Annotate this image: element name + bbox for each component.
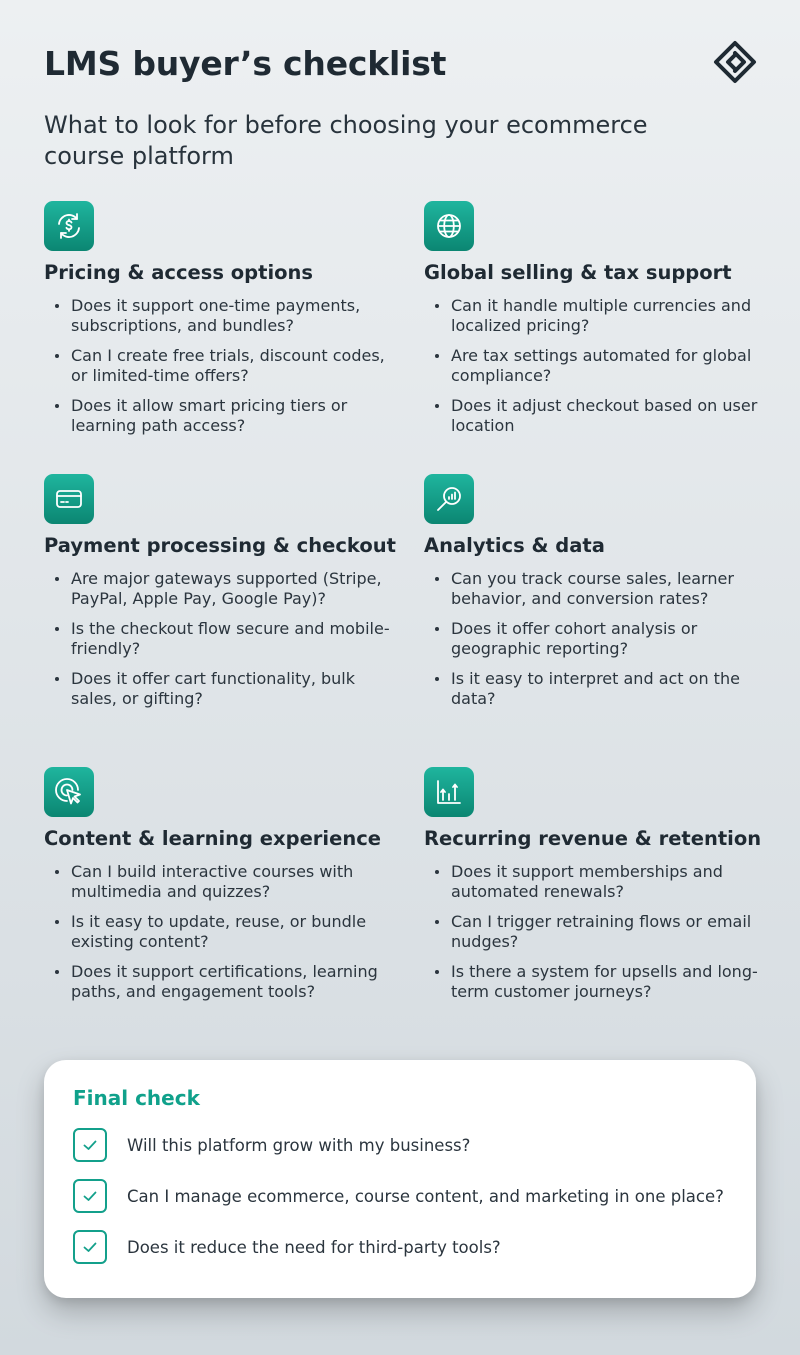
final-check-item [73,1230,501,1264]
section-icon-box [424,474,474,524]
checkmark-icon [80,1186,100,1206]
checkbox[interactable] [73,1230,107,1264]
final-check-title: Final check [73,1086,200,1110]
final-check-label: Will this platform grow with my business? [127,1135,471,1155]
globe-icon [433,210,465,242]
section-title: Global selling & tax support [424,261,732,284]
section-pricing-access [44,201,394,446]
brand-logo-icon [713,40,757,84]
page-subtitle: What to look for before choosing your ecommerce course platform [44,111,648,170]
page-title: LMS buyer’s checklist [44,44,447,83]
section-icon-box [424,201,474,251]
list-item: Are tax settings automated for global compliance? [424,346,774,386]
section-title: Payment processing & checkout [44,534,396,557]
bullet-list [44,296,394,436]
section-title: Content & learning experience [44,827,381,850]
bullet-list [44,862,394,1002]
list-item: Can I build interactive courses with multimedia and quizzes? [44,862,394,902]
bullet-list [424,862,774,1002]
section-icon-box [44,201,94,251]
list-item: Is there a system for upsells and long-term customer journeys? [424,962,774,1002]
bullet-list [44,569,394,709]
final-check-item [73,1179,724,1213]
list-item: Does it support certifications, learning paths, and engagement tools? [44,962,394,1002]
list-item: Is the checkout flow secure and mobile-friendly? [44,619,394,659]
final-check-label: Can I manage ecommerce, course content, and marketing in one place? [127,1186,724,1206]
target-cursor-icon [53,776,85,808]
section-content-learning [44,767,394,1012]
list-item: Is it easy to update, reuse, or bundle existing content? [44,912,394,952]
magnifier-chart-icon [433,483,465,515]
credit-card-icon [53,483,85,515]
dollar-cycle-icon [53,210,85,242]
section-title: Pricing & access options [44,261,314,284]
list-item: Can you track course sales, learner behavior, and conversion rates? [424,569,774,609]
section-icon-box [44,474,94,524]
section-payment-processing [44,474,394,719]
list-item: Can I create free trials, discount codes, or limited-time offers? [44,346,394,386]
list-item: Does it adjust checkout based on user location [424,396,774,436]
list-item: Are major gateways supported (Stripe, PayPal, Apple Pay, Google Pay)? [44,569,394,609]
list-item: Is it easy to interpret and act on the data? [424,669,774,709]
section-title: Recurring revenue & retention [424,827,762,850]
list-item: Does it offer cohort analysis or geographic reporting? [424,619,774,659]
list-item: Does it allow smart pricing tiers or learning path access? [44,396,394,436]
section-icon-box [424,767,474,817]
section-icon-box [44,767,94,817]
final-check-item [73,1128,470,1162]
checkbox[interactable] [73,1179,107,1213]
list-item: Does it support one-time payments, subscriptions, and bundles? [44,296,394,336]
checkbox[interactable] [73,1128,107,1162]
list-item: Does it offer cart functionality, bulk sales, or gifting? [44,669,394,709]
section-recurring-revenue [424,767,774,1012]
section-analytics-data [424,474,774,719]
checkmark-icon [80,1237,100,1257]
growth-chart-icon [433,776,465,808]
checkmark-icon [80,1135,100,1155]
final-check-card [44,1060,756,1298]
bullet-list [424,296,774,436]
bullet-list [424,569,774,709]
section-title: Analytics & data [424,534,605,557]
list-item: Can it handle multiple currencies and localized pricing? [424,296,774,336]
final-check-label: Does it reduce the need for third-party tools? [127,1237,501,1257]
list-item: Does it support memberships and automated renewals? [424,862,774,902]
section-global-selling [424,201,774,446]
list-item: Can I trigger retraining flows or email nudges? [424,912,774,952]
